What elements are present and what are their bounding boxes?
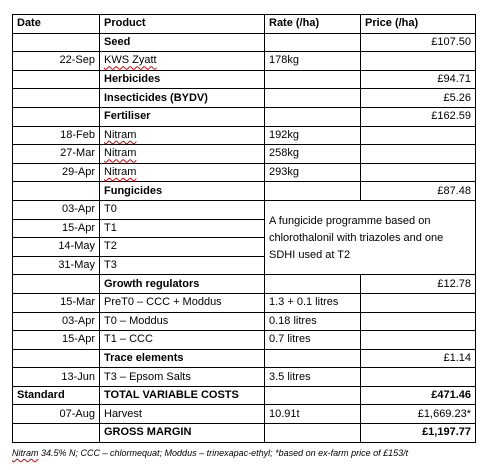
header-rate: Rate (/ha) [265, 15, 361, 34]
footnote-nitram: Nitram [12, 448, 39, 458]
price-seed: £107.50 [361, 33, 476, 52]
product-cell: Nitram [104, 166, 137, 179]
date-cell: 15-Apr [13, 219, 100, 238]
product-cell: T0 – Moddus [100, 312, 265, 331]
product-cell [100, 200, 265, 219]
date-cell: 15-Mar [13, 293, 100, 312]
product-cell [100, 219, 265, 238]
header-product: Product [100, 15, 265, 34]
timing-label: T1 [104, 221, 117, 234]
date-cell: 18-Feb [13, 126, 100, 145]
date-cell: 03-Apr [13, 312, 100, 331]
total-variable-costs-value: £471.46 [361, 386, 476, 405]
table-row [13, 70, 476, 89]
gross-margin-label: GROSS MARGIN [100, 424, 265, 443]
timing-label: T2 [104, 240, 117, 253]
date-cell: 22-Sep [13, 52, 100, 71]
date-cell: 27-Mar [13, 145, 100, 164]
rate-cell: 1.3 + 0.1 litres [265, 293, 361, 312]
category-fertiliser: Fertiliser [100, 107, 265, 126]
rate-cell: 10.91t [265, 405, 361, 424]
rate-cell: 293kg [265, 163, 361, 182]
rate-cell: 0.7 litres [265, 331, 361, 350]
cost-table [12, 14, 476, 443]
rate-cell: 258kg [265, 145, 361, 164]
product-cell: T3 – Epsom Salts [100, 368, 265, 387]
standard-label: Standard [13, 386, 100, 405]
table-row [13, 293, 476, 312]
date-cell: 29-Apr [13, 163, 100, 182]
header-price: Price (/ha) [361, 15, 476, 34]
header-date: Date [13, 15, 100, 34]
table-row [13, 145, 476, 164]
rate-cell: 178kg [265, 52, 361, 71]
price-herbicides: £94.71 [361, 70, 476, 89]
price-fertiliser: £162.59 [361, 107, 476, 126]
rate-cell: 0.18 litres [265, 312, 361, 331]
date-cell: 13-Jun [13, 368, 100, 387]
table-row [13, 182, 476, 201]
price-growth-regulators: £12.78 [361, 275, 476, 294]
table-row [13, 52, 476, 71]
fungicide-note: A fungicide programme based on chlorothalonil with triazoles and one SDHI used at T2 [269, 215, 444, 262]
category-growth-regulators: Growth regulators [100, 275, 265, 294]
table-row [13, 107, 476, 126]
table-row [13, 89, 476, 108]
date-cell: 07-Aug [13, 405, 100, 424]
timing-label: T0 [104, 203, 117, 216]
gross-margin-value: £1,197.77 [361, 424, 476, 443]
product-cell: KWS Zyatt [104, 54, 157, 67]
category-insecticides: Insecticides (BYDV) [100, 89, 265, 108]
table-row [13, 368, 476, 387]
category-herbicides: Herbicides [100, 70, 265, 89]
table-row [13, 33, 476, 52]
category-seed: Seed [100, 33, 265, 52]
total-variable-costs-label: TOTAL VARIABLE COSTS [100, 386, 265, 405]
table-row [13, 312, 476, 331]
table-row [13, 386, 476, 405]
table-row [13, 126, 476, 145]
price-insecticides: £5.26 [361, 89, 476, 108]
harvest-value: £1,669.23* [361, 405, 476, 424]
product-cell [100, 256, 265, 275]
rate-cell: 3.5 litres [265, 368, 361, 387]
category-trace-elements: Trace elements [100, 349, 265, 368]
product-cell: PreT0 – CCC + Moddus [100, 293, 265, 312]
table-row [13, 275, 476, 294]
footnote [12, 448, 482, 458]
product-cell: T1 – CCC [100, 331, 265, 350]
product-cell: Nitram [104, 147, 137, 160]
footnote-text: 34.5% N; CCC – chlormequat; Moddus – trinexapac-ethyl; *based on ex-farm price of £153/t [38, 448, 409, 458]
product-cell [100, 238, 265, 257]
date-cell: 15-Apr [13, 331, 100, 350]
category-fungicides: Fungicides [100, 182, 265, 201]
table-row [13, 200, 476, 219]
date-cell: 14-May [13, 238, 100, 257]
price-trace-elements: £1.14 [361, 349, 476, 368]
date-cell: 03-Apr [13, 200, 100, 219]
timing-label: T3 [104, 259, 117, 272]
header-row [13, 15, 476, 34]
date-cell: 31-May [13, 256, 100, 275]
product-cell: Nitram [104, 128, 137, 141]
table-row [13, 163, 476, 182]
table-row [13, 424, 476, 443]
table-row [13, 405, 476, 424]
product-cell: Harvest [100, 405, 265, 424]
price-fungicides: £87.48 [361, 182, 476, 201]
rate-cell: 192kg [265, 126, 361, 145]
fungicide-note-cell [265, 200, 476, 274]
table-row [13, 349, 476, 368]
table-row [13, 331, 476, 350]
